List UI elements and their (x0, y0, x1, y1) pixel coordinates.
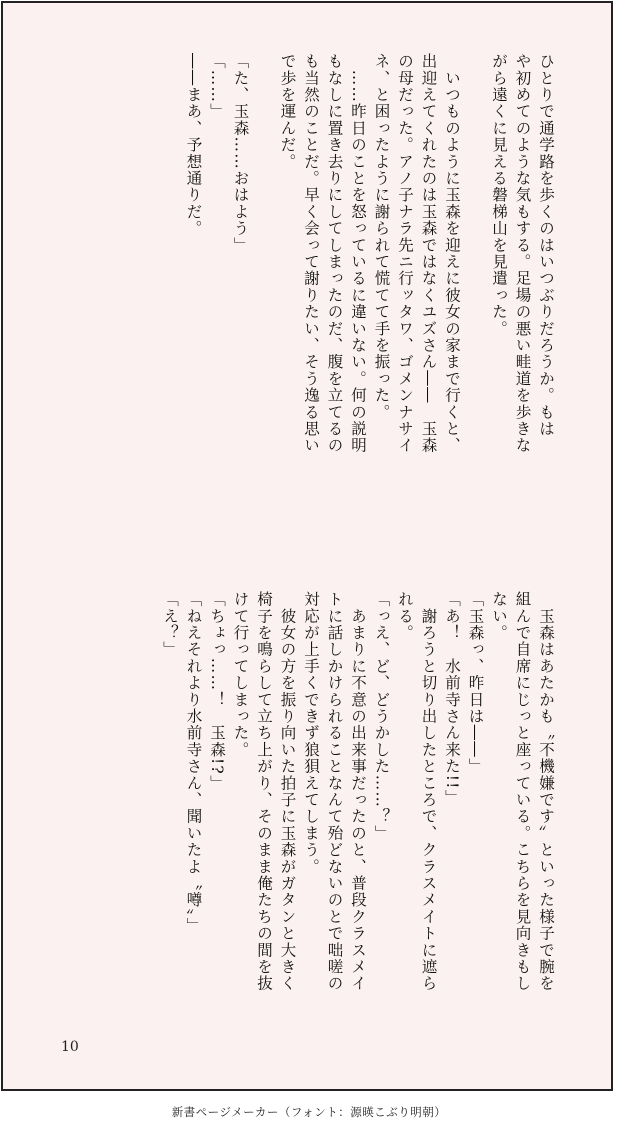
text-line: ネ、と困ったように謝られて慌てて手を振った。 (372, 53, 391, 421)
novel-page (1, 1, 613, 1091)
page-number: 10 (61, 1039, 79, 1055)
text-line: 彼女の方を振り向いた拍子に玉森がガタンと大きく (278, 591, 297, 992)
dialogue-line: 「ねえそれより水前寺さん、聞いたよ〝噂〟」 (184, 591, 203, 934)
text-line: 玉森はあたかも〝不機嫌です〟といった様子で腕を (537, 591, 555, 992)
text-line: や初めてのような気もする。足場の悪い畦道を歩きな (513, 53, 532, 454)
blank-line (252, 53, 276, 523)
text-line: 出迎えてくれたのは玉森ではなくユズさん―― 玉森 (419, 53, 438, 454)
text-line: ない。 (490, 591, 508, 642)
blank-line (463, 53, 487, 523)
text-line: ――まあ、予想通りだ。 (184, 53, 203, 237)
text-line: 対応が上手くできず狼狽えてしまう。 (302, 591, 320, 875)
text-line: れる。 (396, 591, 414, 642)
text-line: もなしに置き去りにしてしまったのだ、腹を立てるの (325, 53, 344, 454)
dialogue-line: 「え？」 (161, 591, 179, 658)
text-line: で歩を運んだ。 (278, 53, 297, 170)
text-line: の母だった。アノ子ナラ先ニ行ッタワ、ゴメンナサイ (396, 53, 414, 454)
dialogue-line: 「ちょっ……！ 玉森!?」 (208, 591, 226, 792)
text-line: あまりに不意の出来事だったのと、普段クラスメイ (349, 591, 367, 992)
dialogue-line: 「っえ、ど、どうかした……？」 (372, 591, 391, 842)
text-line: トに話しかけられることなんて殆どないのとで咄嗟の (325, 591, 344, 992)
text-line: 組んで自席にじっと座っている。こちらを見向きもし (513, 591, 532, 992)
text-line: がら遠くに見える磐梯山を見遣った。 (490, 53, 508, 337)
text-line: いつものように玉森を迎えに彼女の家まで行くと、 (443, 53, 461, 454)
text-line: ひとりで通学路を歩くのはいつぶりだろうか。もは (537, 53, 555, 438)
dialogue-line: 「……」 (208, 53, 226, 120)
dialogue-line: 「あ！ 水前寺さん来た!!」 (443, 591, 461, 807)
text-block-top (181, 53, 557, 523)
footer-caption: 新書ページメーカー（フォント：源暎こぶり明朝） (171, 1105, 447, 1119)
text-line: も当然のことだ。早く会って謝りたい、そう逸る思い (302, 53, 320, 454)
text-line: ……昨日のことを怒っているに違いない。何の説明 (349, 53, 367, 454)
text-line: けて行ってしまった。 (231, 591, 250, 758)
text-line: 椅子を鳴らして立ち上がり、そのまま俺たちの間を抜 (255, 591, 273, 992)
text-block-bottom (158, 591, 558, 1021)
dialogue-line: 「玉森っ、昨日は――」 (466, 591, 485, 775)
dialogue-line: 「た、玉森……おはよう」 (231, 53, 250, 254)
text-line: 謝ろうと切り出したところで、クラスメイトに遮ら (419, 591, 438, 992)
